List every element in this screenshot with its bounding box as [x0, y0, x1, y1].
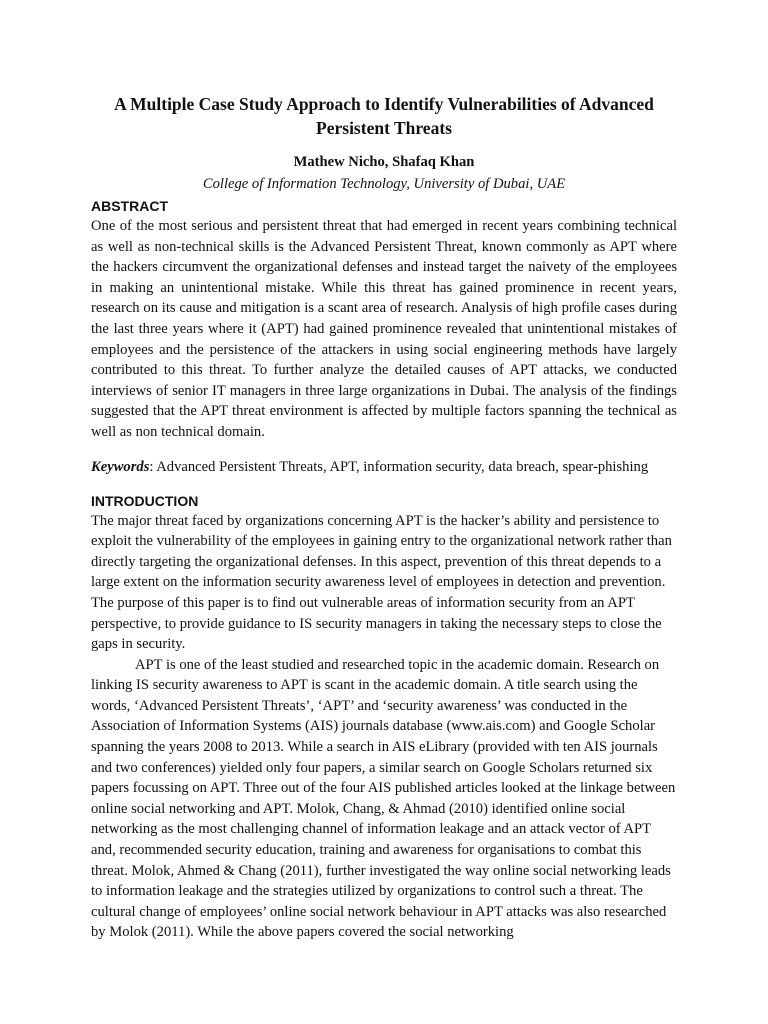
paper-affiliation: College of Information Technology, University of Dubai, UAE — [202, 176, 566, 192]
paper-title: A Multiple Case Study Approach to Identify Vulnerabilities of Advanced Persistent Threats — [114, 94, 654, 138]
keywords-text: : Advanced Persistent Threats, APT, information security, data breach, spear-phishing — [149, 458, 649, 475]
introduction-heading: INTRODUCTION — [91, 492, 199, 509]
abstract-text: One of the most serious and persistent threat that had emerged in recent years combining technical as well as non-technical skills is the Advanced Persistent Threat, known commonly as APT where the hackers circumvent the organizational defenses and instead target the naivety of the employees in making an unintentional mistake. While this threat has gained prominence in recent years, research on its cause and mitigation is a scant area of research. Analysis of high profile cases during the last three years where it (APT) had gained prominence revealed that unintentional mistakes of employees and the persistence of the attackers in using social engineering methods have largely contributed to this threat. To further analyze the detailed causes of APT attacks, we conducted interviews of senior IT managers in three large organizations in Dubai. The analysis of the findings suggested that the APT threat environment is affected by multiple factors spanning the technical as well as non technical domain. — [91, 218, 677, 440]
introduction-paragraph-1: The major threat faced by organizations concerning APT is the hacker’s ability and persistence to exploit the vulnerability of the employees in gaining entry to the organizational network rather than directly targeting the organizational defenses. In this aspect, prevention of this threat depends to a large extent on the information security awareness level of employees in detection and prevention. The purpose of this paper is to find out vulnerable areas of information security from an APT perspective, to provide guidance to IS security managers in taking the necessary steps to close the gaps in security. — [91, 512, 672, 653]
abstract-heading: ABSTRACT — [91, 198, 168, 214]
paper-page — [91, 92, 677, 943]
keywords-line — [91, 457, 677, 477]
introduction-paragraph-2: APT is one of the least studied and researched topic in the academic domain. Research on linking IS security awareness to APT is scant in the academic domain. A title search using the words, ‘Advanced Persistent Threats’, ‘APT’ and ‘security awareness’ was conducted in the Association of Information Systems (AIS) journals database (www.ais.com) and Google Scholar spanning the years 2008 to 2013. While a search in AIS eLibrary (provided with ten AIS journals and two conferences) yielded only four papers, a similar search on Google Scholars returned six papers focussing on APT. Three out of the four AIS published articles looked at the linkage between online social networking and APT. Molok, Chang, & Ahmad (2010) identified online social networking as the most challenging channel of information leakage and an attack vector of APT and, recommended security education, training and awareness for organisations to combat this threat. Molok, Ahmed & Chang (2011), further investigated the way online social networking leads to information leakage and the strategies utilized by organizations to control such a threat. The cultural change of employees’ online social network behaviour in APT attacks was also researched by Molok (2011). While the above papers covered the social networking — [91, 656, 676, 941]
keywords-label: Keywords — [91, 458, 150, 475]
paper-authors: Mathew Nicho, Shafaq Khan — [293, 154, 475, 170]
